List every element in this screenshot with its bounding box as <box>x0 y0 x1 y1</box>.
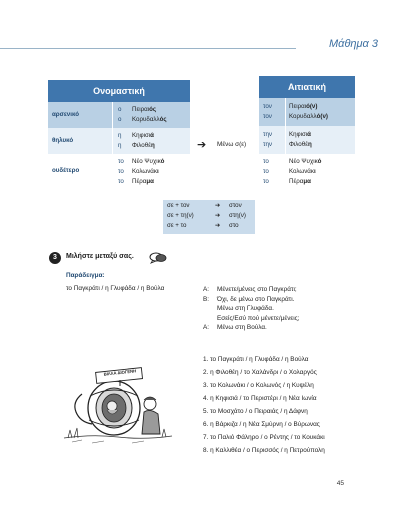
noun: Νέο Ψυχικό <box>289 158 322 165</box>
article: το <box>263 158 269 165</box>
rule-row: σε + τη(ν) ➔ στη(ν) <box>167 212 246 219</box>
example-dialogue <box>203 285 300 333</box>
example-prompt: το Παγκράτι / η Γλυφάδα / η Βούλα <box>66 285 165 292</box>
page-number: 45 <box>336 480 344 487</box>
arrow-icon: ➔ <box>197 139 207 151</box>
article: το <box>118 178 124 185</box>
noun: Κορυδαλλό(ν) <box>289 113 328 120</box>
dialogue-line: A: Μένετε/μένεις στο Παγκράτι; <box>203 286 297 293</box>
contraction-rules-box <box>163 200 255 234</box>
gender-label: ουδέτερο <box>52 167 80 174</box>
rule-row: σε + τον ➔ στον <box>167 202 242 209</box>
speech-bubble-icon <box>149 251 167 269</box>
table-row <box>48 154 190 188</box>
article: η <box>118 142 122 149</box>
exercise-number: 3 <box>49 252 61 264</box>
noun: Πέραμα <box>132 178 154 185</box>
noun: Κορυδαλλός <box>132 116 167 123</box>
example-label: Παράδειγμα: <box>66 272 105 279</box>
article: την <box>263 141 272 148</box>
list-item: 3. το Κολωνάκι / ο Κολωνός / η Κυψέλη <box>203 382 314 389</box>
table-row <box>259 154 355 188</box>
noun: Πέραμα <box>289 178 311 185</box>
article: ο <box>118 116 122 123</box>
noun: Πειραιός <box>132 106 157 113</box>
dialogue-line: B: Όχι, δε μένω στο Παγκράτι. <box>203 295 295 303</box>
article: το <box>118 158 124 165</box>
list-item: 4. η Κηφισιά / το Περιστέρι / η Νέα Ιωνία <box>203 395 317 402</box>
list-item: 8. η Καλλιθέα / ο Περισσός / η Πετρούπολη <box>203 447 325 454</box>
article: η <box>118 132 122 139</box>
gender-label: θηλυκό <box>52 137 74 144</box>
verb-phrase: Μένω σ(ε) <box>217 141 247 148</box>
header-rule <box>0 48 296 49</box>
nominative-table <box>48 80 190 188</box>
diogenes-barrel-illustration <box>62 364 174 446</box>
article: το <box>263 178 269 185</box>
lesson-title: Μάθημα 3 <box>329 38 378 50</box>
table-row <box>48 102 190 128</box>
rule-row: σε + το ➔ στο <box>167 222 239 229</box>
noun: Κολωνάκι <box>132 168 159 175</box>
accusative-table <box>259 76 355 188</box>
list-item: 5. το Μοσχάτο / ο Πειραιάς / η Δάφνη <box>203 408 308 415</box>
accusative-table-title: Αιτιατική <box>259 76 355 98</box>
noun: Νέο Ψυχικό <box>132 158 165 165</box>
table-row <box>259 98 355 126</box>
dialogue-line: Εσείς/Εσύ πού μένετε/μένεις; <box>217 314 300 322</box>
villa-sign-text: ΒΙΛΛΑ ΔΙΟΓΕΝΗ <box>103 368 137 377</box>
noun: Κολωνάκι <box>289 168 316 175</box>
noun: Φιλοθέη <box>132 142 155 149</box>
exercise-title: Μιλήστε μεταξύ σας. <box>66 253 134 260</box>
list-item: 1. το Παγκράτι / η Γλυφάδα / η Βούλα <box>203 356 309 363</box>
nominative-table-title: Ονομαστική <box>48 80 190 102</box>
list-item: 2. η Φιλοθέη / το Χαλάνδρι / ο Χολαργός <box>203 369 317 376</box>
table-row <box>48 128 190 154</box>
article: το <box>263 168 269 175</box>
noun: Κηφισιά <box>289 131 311 138</box>
dialogue-line: A: Μένω στη Βούλα. <box>203 324 267 331</box>
list-item: 6. η Βάρκιζα / η Νέα Σμύρνη / ο Βύρωνας <box>203 421 320 428</box>
gender-label: αρσενικό <box>52 111 79 118</box>
article: τον <box>263 103 272 110</box>
list-item: 7. το Παλιό Φάληρο / ο Ρέντης / το Κουκάκι <box>203 434 325 441</box>
article: την <box>263 131 272 138</box>
noun: Κηφισιά <box>132 132 154 139</box>
noun: Πειραιό(ν) <box>289 103 318 110</box>
noun: Φιλοθέη <box>289 141 312 148</box>
table-row <box>259 126 355 154</box>
article: το <box>118 168 124 175</box>
article: τον <box>263 113 272 120</box>
article: ο <box>118 106 122 113</box>
dialogue-line: Μένω στη Γλυφάδα. <box>217 305 274 312</box>
